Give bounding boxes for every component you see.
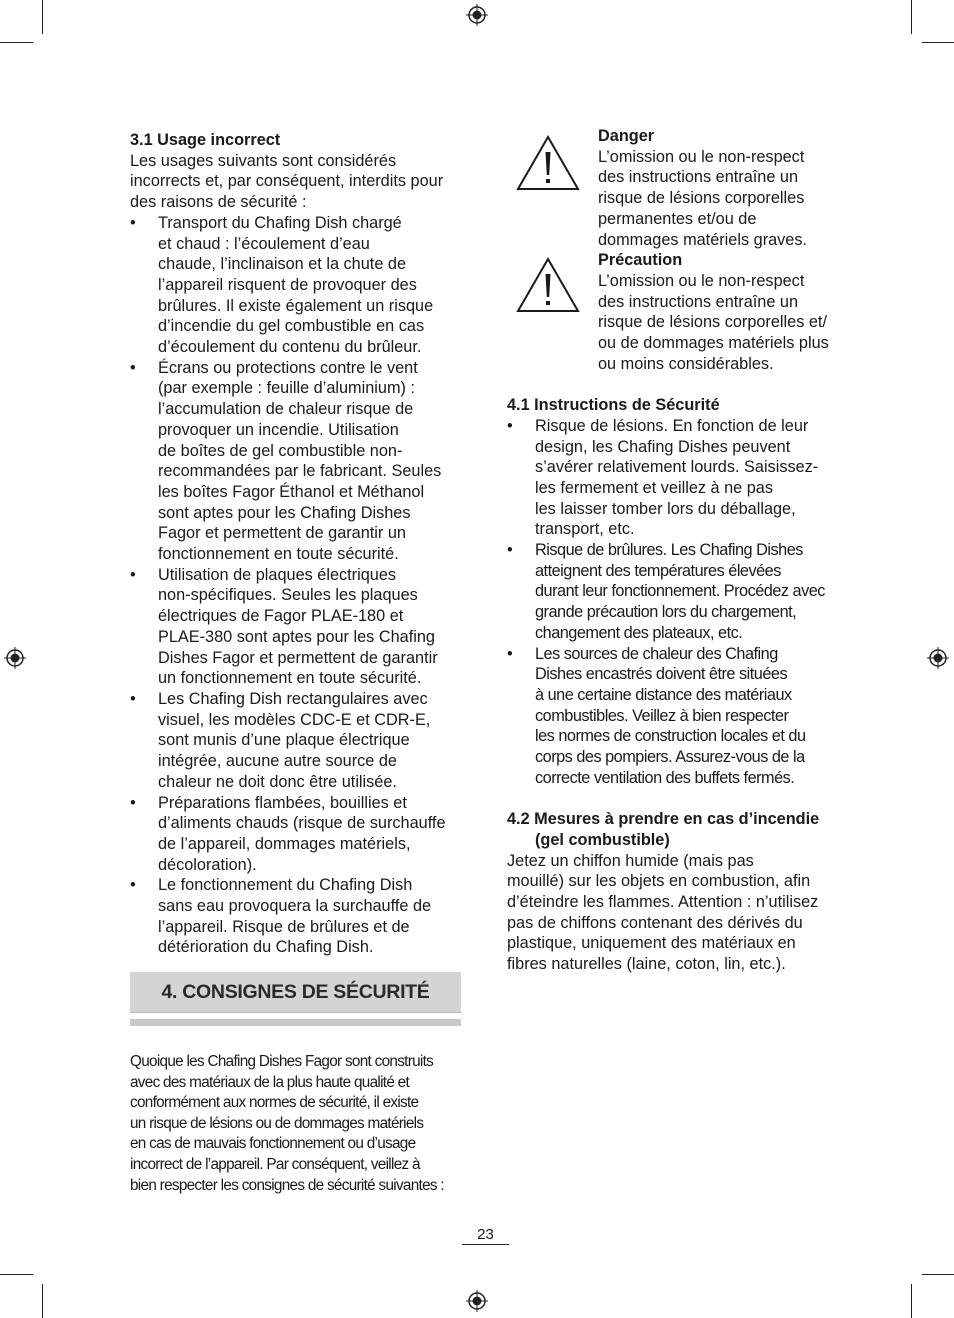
text-line: L’omission ou le non-respect bbox=[598, 271, 805, 290]
text-line: électriques de Fagor PLAE-180 et bbox=[158, 607, 404, 626]
text-line: fonctionnement en toute sécurité. bbox=[158, 545, 399, 564]
text-line: détérioration du Chafing Dish. bbox=[158, 938, 374, 957]
section-heading: 4.1 Instructions de Sécurité bbox=[507, 396, 720, 415]
text-line: Quoique les Chafing Dishes Fagor sont construits bbox=[130, 1053, 434, 1070]
text-line: des raisons de sécurité : bbox=[130, 193, 307, 212]
text-line: incorrect de l’appareil. Par conséquent, veillez à bbox=[130, 1155, 420, 1173]
list-item bbox=[507, 540, 847, 644]
crop-mark bbox=[911, 0, 912, 34]
crop-mark bbox=[0, 1274, 33, 1275]
list-item bbox=[130, 358, 465, 565]
crop-mark bbox=[42, 1284, 43, 1318]
list-item bbox=[130, 875, 465, 958]
text-line: • Préparations flambées, bouillies et bbox=[158, 793, 407, 812]
text-line: • Écrans ou protections contre le vent bbox=[158, 358, 418, 377]
warning-triangle-icon bbox=[515, 256, 581, 314]
text-line: les laisser tomber lors du déballage, bbox=[535, 499, 796, 518]
list-item bbox=[130, 689, 465, 793]
text-line: de l’appareil, dommages matériels, bbox=[158, 834, 411, 853]
text-line: d’incendie du gel combustible en cas bbox=[158, 317, 425, 336]
bullet-list bbox=[130, 213, 465, 958]
bullet-list bbox=[507, 416, 847, 540]
text-line: L’omission ou le non-respect bbox=[598, 147, 805, 166]
text-line: combustibles. Veillez à bien respecter bbox=[535, 706, 789, 725]
section-paragraph bbox=[507, 851, 847, 975]
text-line: un risque de lésions ou de dommages matériels bbox=[130, 1114, 424, 1132]
text-line: de boîtes de gel combustible non- bbox=[158, 441, 403, 460]
text-line: avec des matériaux de la plus haute qualité et bbox=[130, 1073, 410, 1091]
text-line: chaude, l’inclinaison et la chute de bbox=[158, 255, 407, 274]
text-line: ou de dommages matériels plus bbox=[598, 334, 829, 353]
crop-mark bbox=[922, 42, 954, 43]
text-line: pas de chiffons contenant des dérivés du bbox=[507, 913, 803, 932]
list-item bbox=[507, 416, 847, 540]
registration-mark-icon bbox=[927, 647, 949, 669]
text-line: des instructions entraîne un bbox=[598, 292, 799, 311]
text-line: mouillé) sur les objets en combustion, afin bbox=[507, 872, 811, 891]
intro-paragraph bbox=[130, 1052, 470, 1196]
text-line: Fagor et permettent de garantir un bbox=[158, 524, 406, 543]
text-line: les normes de construction locales et du bbox=[535, 727, 806, 746]
text-line: atteignent des températures élevées bbox=[535, 561, 781, 580]
text-line: PLAE-380 sont aptes pour les Chafing bbox=[158, 627, 435, 646]
text-line: Jetez un chiffon humide (mais pas bbox=[507, 851, 754, 870]
bullet-list bbox=[507, 540, 847, 788]
text-line: incorrects et, par conséquent, interdits pour bbox=[130, 172, 444, 191]
text-line: (par exemple : feuille d’aluminium) : bbox=[158, 379, 415, 398]
text-line: s’avérer relativement lourds. Saisissez- bbox=[535, 458, 819, 477]
text-line: conformément aux normes de sécurité, il existe bbox=[130, 1094, 419, 1112]
text-line: d’écoulement du contenu du brûleur. bbox=[158, 338, 422, 357]
text-line: recommandées par le fabricant. Seules bbox=[158, 462, 442, 481]
page-number-underline bbox=[462, 1244, 509, 1245]
crop-mark bbox=[911, 1284, 912, 1318]
text-line: ou moins considérables. bbox=[598, 354, 774, 373]
text-line: • Risque de brûlures. Les Chafing Dishes bbox=[535, 541, 803, 560]
notice-title: Danger bbox=[598, 127, 655, 145]
text-line: les boîtes Fagor Éthanol et Méthanol bbox=[158, 482, 425, 501]
danger-notice bbox=[507, 126, 847, 250]
text-line: d’aliments chauds (risque de surchauffe bbox=[158, 814, 446, 833]
list-item bbox=[507, 644, 847, 789]
text-line: décoloration). bbox=[158, 855, 257, 874]
section-heading-continued: (gel combustible) bbox=[535, 830, 670, 849]
text-line: • Les Chafing Dish rectangulaires avec bbox=[158, 689, 428, 708]
text-line: Dishes encastrés doivent être situées bbox=[535, 665, 788, 684]
text-line: des instructions entraîne un bbox=[598, 168, 799, 187]
left-column bbox=[130, 130, 465, 958]
text-line: les fermement et veillez à ne pas bbox=[535, 478, 774, 497]
registration-mark-icon bbox=[4, 647, 26, 669]
text-line: brûlures. Il existe également un risque bbox=[158, 296, 434, 315]
section-intro bbox=[130, 151, 465, 213]
text-line: et chaud : l’écoulement d’eau bbox=[158, 234, 370, 253]
caution-notice bbox=[507, 250, 847, 374]
text-line: Les usages suivants sont considérés bbox=[130, 151, 397, 170]
text-line: provoquer un incendie. Utilisation bbox=[158, 420, 399, 439]
text-line: grande précaution lors du chargement, bbox=[535, 603, 797, 622]
text-line: • Les sources de chaleur des Chafing bbox=[535, 644, 778, 663]
divider bbox=[130, 1019, 461, 1026]
section-banner: 4. CONSIGNES DE SÉCURITÉ bbox=[130, 972, 461, 1013]
text-line: sans eau provoquera la surchauffe de bbox=[158, 897, 432, 916]
warning-triangle-icon bbox=[515, 134, 581, 192]
text-line: sont munis d’une plaque électrique bbox=[158, 731, 410, 750]
text-line: transport, etc. bbox=[535, 520, 635, 539]
text-line: • Transport du Chafing Dish chargé bbox=[158, 213, 402, 232]
section-heading: 3.1 Usage incorrect bbox=[130, 131, 281, 149]
text-line: dommages matériels graves. bbox=[598, 230, 808, 249]
list-item bbox=[130, 793, 465, 876]
text-line: à une certaine distance des matériaux bbox=[535, 685, 792, 704]
text-line: correcte ventilation des buffets fermés. bbox=[535, 768, 795, 787]
text-line: l’appareil risquent de provoquer des bbox=[158, 275, 417, 294]
text-line: non-spécifiques. Seules les plaques bbox=[158, 586, 418, 605]
text-line: un fonctionnement en toute sécurité. bbox=[158, 669, 422, 688]
crop-mark bbox=[922, 1274, 954, 1275]
notice-title: Précaution bbox=[598, 251, 683, 270]
text-line: Dishes Fagor et permettent de garantir bbox=[158, 648, 438, 667]
text-line: sont aptes pour les Chafing Dishes bbox=[158, 503, 411, 522]
section-heading: 4.2 Mesures à prendre en cas d’incendie bbox=[507, 810, 820, 829]
registration-mark-icon bbox=[466, 1290, 488, 1312]
text-line: changement des plateaux, etc. bbox=[535, 623, 743, 642]
crop-mark bbox=[42, 0, 43, 34]
text-line: corps des pompiers. Assurez-vous de la bbox=[535, 748, 805, 767]
list-item bbox=[130, 213, 465, 358]
crop-mark bbox=[0, 42, 33, 43]
text-line: l’appareil. Risque de brûlures et de bbox=[158, 917, 410, 936]
text-line: chaleur ne doit donc être utilisée. bbox=[158, 772, 397, 791]
text-line: design, les Chafing Dishes peuvent bbox=[535, 437, 791, 456]
text-line: • Risque de lésions. En fonction de leur bbox=[535, 416, 809, 435]
text-line: intégrée, aucune autre source de bbox=[158, 752, 397, 771]
right-column bbox=[507, 126, 847, 975]
text-line: fibres naturelles (laine, coton, lin, etc.). bbox=[507, 955, 786, 974]
text-line: en cas de mauvais fonctionnement ou d’usage bbox=[130, 1135, 416, 1153]
text-line: bien respecter les consignes de sécurité suivantes : bbox=[130, 1176, 444, 1194]
list-item bbox=[130, 565, 465, 689]
text-line: permanentes et/ou de bbox=[598, 209, 757, 228]
text-line: • Utilisation de plaques électriques bbox=[158, 565, 397, 584]
text-line: • Le fonctionnement du Chafing Dish bbox=[158, 876, 413, 895]
text-line: durant leur fonctionnement. Procédez avec bbox=[535, 582, 825, 601]
text-line: risque de lésions corporelles bbox=[598, 189, 805, 208]
page-number: 23 bbox=[477, 1226, 494, 1243]
text-line: d’éteindre les flammes. Attention : n’utilisez bbox=[507, 892, 819, 911]
text-line: l’accumulation de chaleur risque de bbox=[158, 400, 414, 419]
registration-mark-icon bbox=[466, 4, 488, 26]
text-line: visuel, les modèles CDC-E et CDR-E, bbox=[158, 710, 431, 729]
text-line: risque de lésions corporelles et/ bbox=[598, 313, 827, 332]
text-line: plastique, uniquement des matériaux en bbox=[507, 934, 796, 953]
